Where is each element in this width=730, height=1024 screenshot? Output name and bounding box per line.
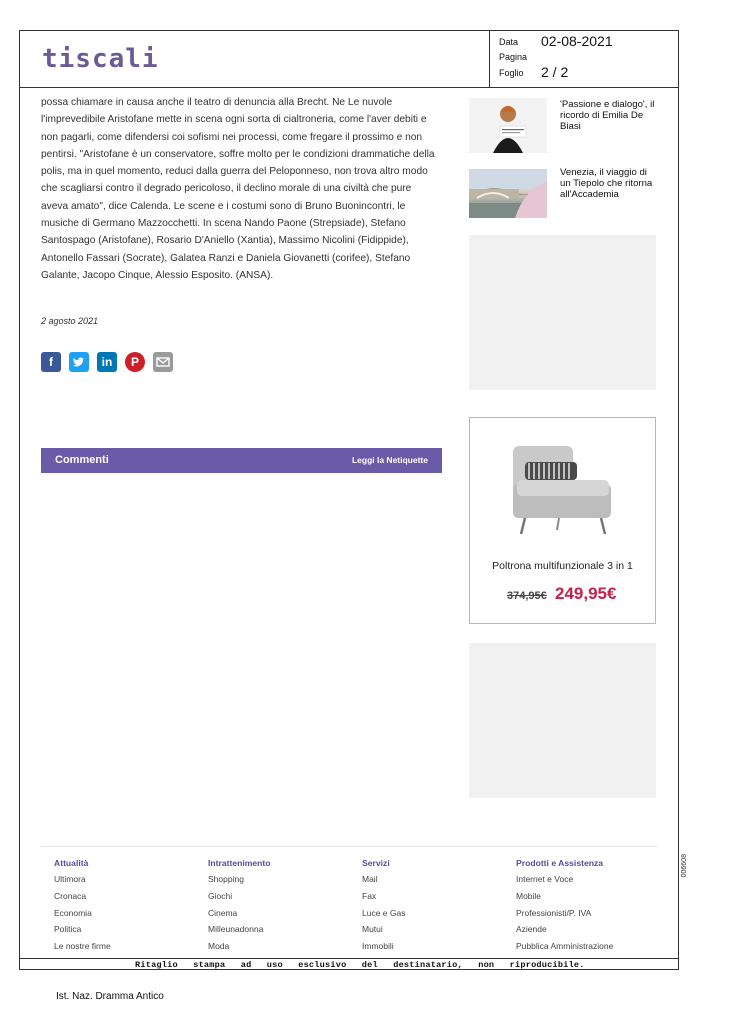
linkedin-icon[interactable]: in [97, 352, 117, 372]
comments-title: Commenti [55, 454, 109, 466]
side-code: 006608 [681, 854, 688, 878]
footer-divider [41, 846, 657, 847]
comments-bar [41, 448, 442, 473]
foglio-label: Foglio [499, 68, 524, 78]
promo-product-name[interactable]: Poltrona multifunzionale 3 in 1 [492, 560, 633, 572]
footer-heading[interactable]: Intrattenimento [208, 858, 271, 868]
mail-icon[interactable] [153, 352, 173, 372]
footer-link[interactable]: Cinema [208, 907, 238, 918]
footer-link[interactable]: Luce e Gas [362, 907, 406, 918]
ad-placeholder-top [469, 235, 656, 390]
footer-col-servizi [362, 858, 405, 958]
footer-link[interactable]: Ultimora [54, 874, 86, 884]
footer-col-intrattenimento [208, 858, 271, 958]
source-name: Ist. Naz. Dramma Antico [56, 991, 164, 1002]
footer-link[interactable]: Mail [362, 874, 378, 884]
facebook-icon[interactable]: f [41, 352, 61, 372]
armchair-image [507, 440, 619, 548]
footer-col-prodotti [516, 858, 613, 958]
data-value: 02-08-2021 [541, 33, 613, 49]
promo-new-price: 249,95€ [555, 584, 617, 603]
related-thumb-1[interactable] [469, 98, 547, 153]
footer-link[interactable]: Mutui [362, 924, 383, 935]
footer-link[interactable]: Fax [362, 890, 377, 901]
clipping-meta [490, 30, 679, 88]
footer-link[interactable]: Internet e Voce [516, 874, 574, 884]
ad-placeholder-bottom [469, 643, 656, 798]
footer-link[interactable]: Immobili [362, 941, 394, 952]
related-title-2[interactable]: Venezia, il viaggio di un Tiepolo che ritorna all'Accademia [560, 167, 653, 201]
footer-link[interactable]: Cronaca [54, 890, 87, 901]
share-bar [41, 352, 173, 372]
article-body: possa chiamare in causa anche il teatro di denuncia alla Brecht. Ne Le nuvole l'imprevedibile Aristofane mette in scena ogni sorta di cialtroneria, come l'aver debiti e non pagarli, come difendersi coi sofismi nei processi, come fregare il prossimo e non pentirsi. "Aristofane è un conservatore, soffre molto per le condizioni drammatiche della polis, ma in quel momento, reduci dalla guerra del Peloponneso, non trova altro modo che scagliarsi contro il degrado pericoloso, il declino morale di una civiltà che pure aveva amato", dice Calenda. Le scene e i costumi sono di Bruno Buonincontri, le musiche di Germano Mazzocchetti. In scena Nando Paone (Strepsiade), Stefano Santospago (Aristofane), Rosario D'Aniello (Xantia), Massimo Nicolini (Fidippide), Antonello Fassari (Socrate), Galatea Ranzi e Daniela Giovanetti (corifee), Stefano Galante, Jacopo Cinque, Alessio Esposito. (ANSA). [41, 97, 435, 281]
footer-link[interactable]: Politica [54, 924, 82, 935]
footer-link[interactable]: Giochi [208, 890, 233, 901]
footer-link[interactable]: Aziende [516, 924, 547, 935]
data-label: Data [499, 37, 519, 47]
pagina-label: Pagina [499, 52, 528, 62]
footer-link[interactable]: Pubblica Amministrazione [516, 941, 614, 952]
twitter-icon[interactable] [69, 352, 89, 372]
footer-link[interactable]: Mobile [516, 890, 542, 901]
foglio-value: 2 / 2 [541, 64, 569, 80]
footer-link[interactable]: Economia [54, 907, 92, 918]
promo-old-price: 374,95€ [507, 590, 547, 602]
footer-link[interactable]: Professionisti/P. IVA [516, 907, 592, 918]
footer-link[interactable]: Moda [208, 941, 230, 952]
related-thumb-2[interactable] [469, 169, 547, 218]
article-date: 2 agosto 2021 [41, 316, 99, 326]
footer-link[interactable]: Le nostre firme [54, 941, 111, 952]
footer-link[interactable]: Shopping [208, 874, 244, 884]
disclaimer-text: Ritaglio stampa ad uso esclusivo del destinatario, non riproducibile. [135, 960, 585, 970]
related-title-1[interactable]: 'Passione e dialogo', il ricordo di Emilia De Biasi [560, 99, 655, 133]
footer-heading[interactable]: Attualità [54, 858, 89, 868]
promo-card[interactable] [469, 417, 656, 624]
pinterest-icon[interactable]: P [125, 352, 145, 372]
footer-col-attualita [54, 858, 111, 958]
netiquette-link[interactable]: Leggi la Netiquette [351, 455, 428, 465]
footer-link[interactable]: Milleunadonna [208, 924, 264, 935]
tiscali-logo[interactable]: tiscali [42, 44, 159, 74]
footer-heading[interactable]: Prodotti e Assistenza [516, 858, 604, 868]
footer-heading[interactable]: Servizi [362, 858, 390, 868]
